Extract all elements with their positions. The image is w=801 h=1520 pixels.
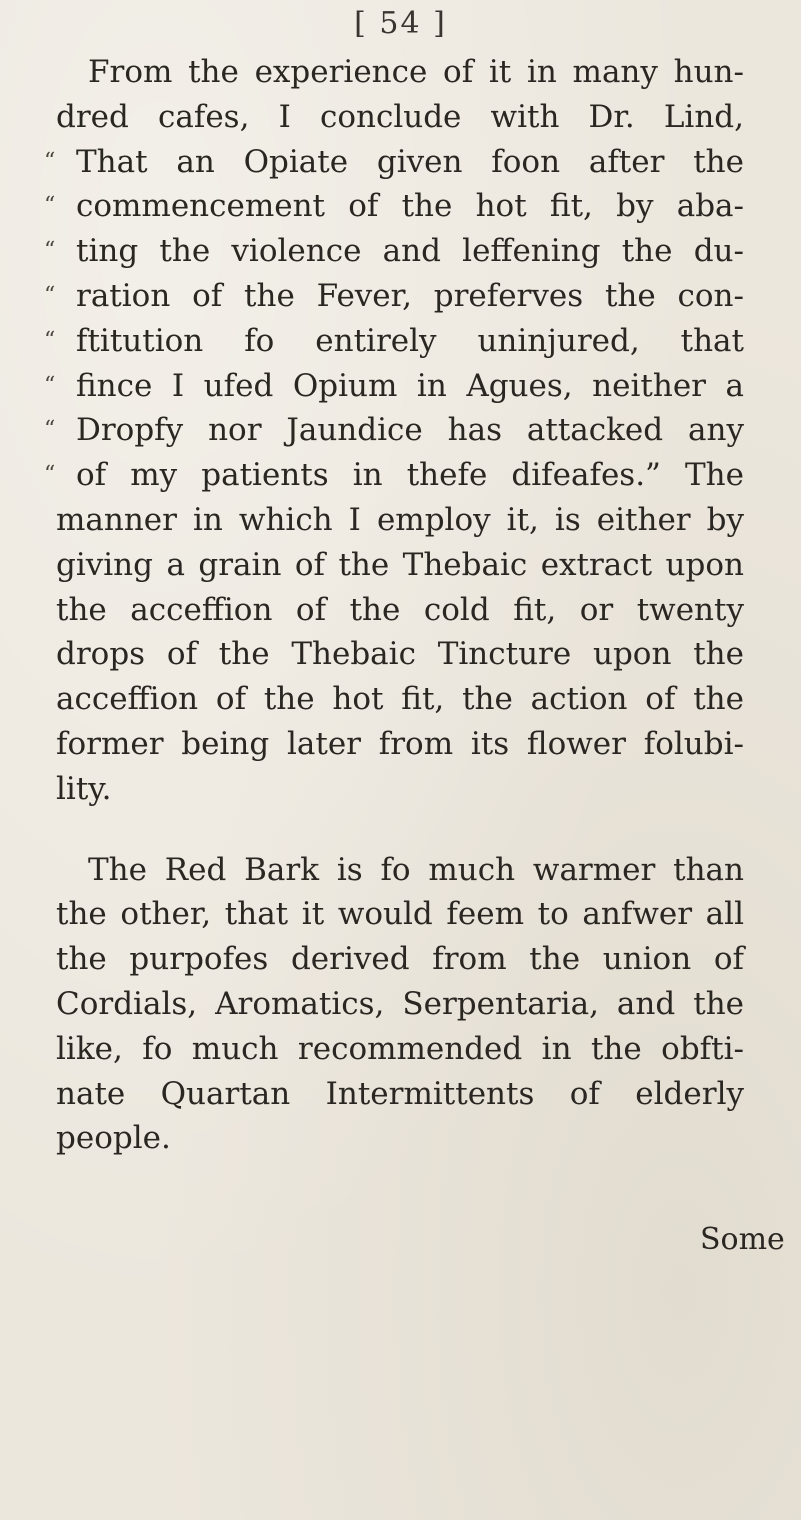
line-text: acceffion of the hot fit, the action of the bbox=[56, 681, 744, 718]
paragraph-opiate bbox=[44, 50, 744, 812]
line-text: drops of the Thebaic Tincture upon the bbox=[56, 636, 744, 673]
text-line bbox=[44, 364, 744, 409]
text-line bbox=[56, 1116, 744, 1161]
text-line bbox=[44, 229, 744, 274]
line-text: Dropfy nor Jaundice has attacked any bbox=[76, 412, 744, 449]
quote-mark: “ bbox=[44, 462, 56, 488]
text-line bbox=[56, 588, 744, 633]
text-line bbox=[56, 498, 744, 543]
page-number: [ 54 ] bbox=[354, 6, 447, 41]
line-text: manner in which I employ it, is either by bbox=[56, 501, 744, 538]
text-line bbox=[44, 319, 744, 364]
quote-mark: “ bbox=[44, 282, 56, 308]
text-line bbox=[44, 140, 744, 185]
line-text: the other, that it would feem to anfwer all bbox=[56, 896, 744, 933]
line-text: former being later from its flower folubi- bbox=[56, 725, 744, 762]
line-text: giving a grain of the Thebaic extract upon bbox=[56, 546, 744, 583]
text-line bbox=[56, 848, 744, 893]
text-line bbox=[56, 767, 744, 812]
line-text: of my patients in thefe difeafes.” The bbox=[76, 457, 744, 494]
text-line bbox=[56, 50, 744, 95]
line-text: From the experience of it in many hun- bbox=[88, 54, 744, 90]
line-text: lity. bbox=[56, 770, 112, 807]
text-line bbox=[56, 937, 744, 982]
paragraph-red-bark bbox=[56, 848, 744, 1162]
line-text: the purpofes derived from the union of bbox=[56, 941, 744, 978]
quote-mark: “ bbox=[44, 417, 56, 443]
quote-mark: “ bbox=[44, 372, 56, 398]
text-line bbox=[56, 632, 744, 677]
line-text: dred cafes, I conclude with Dr. Lind, bbox=[56, 98, 744, 135]
quote-mark: “ bbox=[44, 327, 56, 353]
line-text: nate Quartan Intermittents of elderly bbox=[56, 1075, 744, 1112]
text-line bbox=[44, 453, 744, 498]
quote-mark: “ bbox=[44, 148, 56, 174]
text-line bbox=[44, 274, 744, 319]
body-text bbox=[44, 50, 744, 1161]
line-text: ftitution fo entirely uninjured, that bbox=[76, 322, 744, 359]
catchword: Some bbox=[700, 1222, 785, 1257]
text-line bbox=[56, 982, 744, 1027]
text-line bbox=[56, 722, 744, 767]
text-line bbox=[56, 1072, 744, 1117]
line-text: like, fo much recommended in the obfti- bbox=[56, 1030, 744, 1067]
text-line bbox=[56, 1027, 744, 1072]
line-text: ration of the Fever, preferves the con- bbox=[76, 277, 744, 314]
line-text: The Red Bark is fo much warmer than bbox=[88, 851, 744, 888]
text-line bbox=[56, 95, 744, 140]
line-text: commencement of the hot fit, by aba- bbox=[76, 188, 744, 225]
quote-mark: “ bbox=[44, 193, 56, 219]
text-line bbox=[56, 543, 744, 588]
paragraph-gap bbox=[56, 812, 744, 848]
quote-mark: “ bbox=[44, 238, 56, 264]
line-text: ting the violence and leffening the du- bbox=[76, 233, 744, 270]
line-text: people. bbox=[56, 1120, 171, 1157]
line-text: Cordials, Aromatics, Serpentaria, and the bbox=[56, 985, 744, 1022]
text-line bbox=[56, 892, 744, 937]
line-text: That an Opiate given foon after the bbox=[76, 143, 744, 180]
text-line bbox=[44, 408, 744, 453]
line-text: fince I ufed Opium in Agues, neither a bbox=[76, 367, 744, 404]
text-line bbox=[44, 184, 744, 229]
text-line bbox=[56, 677, 744, 722]
line-text: the acceffion of the cold fit, or twenty bbox=[56, 591, 744, 628]
